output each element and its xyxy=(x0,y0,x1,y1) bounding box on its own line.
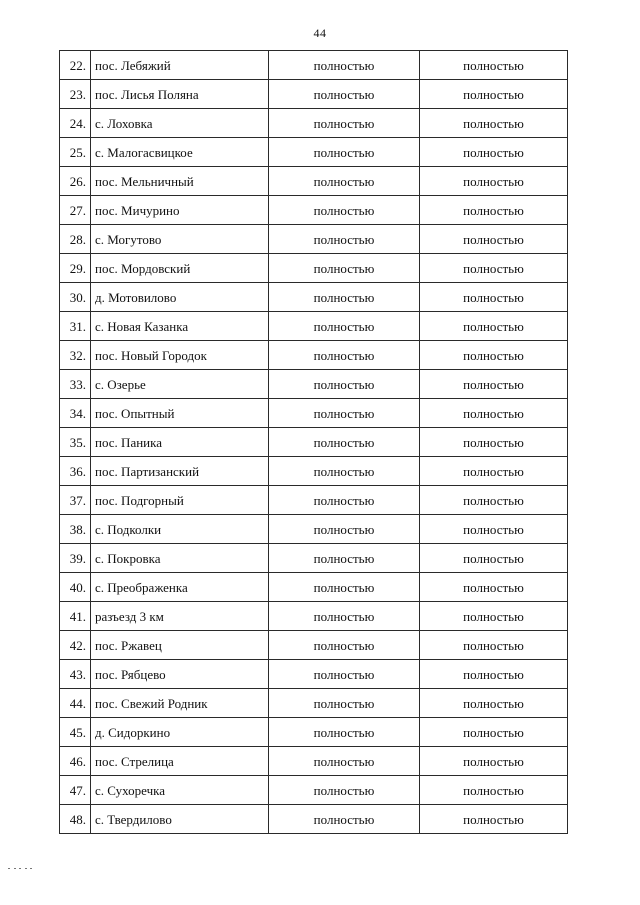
status-cell-a: полностью xyxy=(269,805,420,834)
status-cell-a: полностью xyxy=(269,457,420,486)
status-cell-b: полностью xyxy=(420,399,568,428)
table-row xyxy=(60,573,568,602)
status-cell-a: полностью xyxy=(269,573,420,602)
settlement-name-cell: пос. Опытный xyxy=(91,399,269,428)
row-number-cell: 38. xyxy=(60,515,91,544)
status-cell-a: полностью xyxy=(269,109,420,138)
page-number: 44 xyxy=(313,26,327,40)
settlement-name-cell: пос. Лисья Поляна xyxy=(91,80,269,109)
row-number-cell: 22. xyxy=(60,51,91,80)
table-row xyxy=(60,138,568,167)
status-cell-b: полностью xyxy=(420,486,568,515)
status-cell-b: полностью xyxy=(420,283,568,312)
table-row xyxy=(60,515,568,544)
row-number-cell: 35. xyxy=(60,428,91,457)
status-cell-b: полностью xyxy=(420,51,568,80)
row-number-cell: 33. xyxy=(60,370,91,399)
settlement-name-cell: пос. Ржавец xyxy=(91,631,269,660)
settlements-table xyxy=(59,50,568,834)
status-cell-a: полностью xyxy=(269,486,420,515)
table-row xyxy=(60,225,568,254)
status-cell-a: полностью xyxy=(269,80,420,109)
status-cell-a: полностью xyxy=(269,544,420,573)
settlement-name-cell: с. Преображенка xyxy=(91,573,269,602)
row-number-cell: 24. xyxy=(60,109,91,138)
row-number-cell: 44. xyxy=(60,689,91,718)
table-row xyxy=(60,428,568,457)
status-cell-b: полностью xyxy=(420,80,568,109)
status-cell-b: полностью xyxy=(420,196,568,225)
row-number-cell: 34. xyxy=(60,399,91,428)
table-row xyxy=(60,51,568,80)
table-row xyxy=(60,341,568,370)
status-cell-a: полностью xyxy=(269,370,420,399)
status-cell-a: полностью xyxy=(269,51,420,80)
table-row xyxy=(60,486,568,515)
settlement-name-cell: пос. Рябцево xyxy=(91,660,269,689)
row-number-cell: 48. xyxy=(60,805,91,834)
settlement-name-cell: пос. Стрелица xyxy=(91,747,269,776)
settlement-name-cell: пос. Свежий Родник xyxy=(91,689,269,718)
settlement-name-cell: с. Лоховка xyxy=(91,109,269,138)
row-number-cell: 41. xyxy=(60,602,91,631)
row-number-cell: 28. xyxy=(60,225,91,254)
status-cell-a: полностью xyxy=(269,602,420,631)
table-row xyxy=(60,776,568,805)
settlement-name-cell: пос. Подгорный xyxy=(91,486,269,515)
row-number-cell: 40. xyxy=(60,573,91,602)
status-cell-a: полностью xyxy=(269,747,420,776)
row-number-cell: 45. xyxy=(60,718,91,747)
settlement-name-cell: с. Новая Казанка xyxy=(91,312,269,341)
table-row xyxy=(60,689,568,718)
settlement-name-cell: с. Сухоречка xyxy=(91,776,269,805)
settlement-name-cell: пос. Мордовский xyxy=(91,254,269,283)
settlement-name-cell: с. Покровка xyxy=(91,544,269,573)
scan-artifact xyxy=(8,868,36,871)
status-cell-a: полностью xyxy=(269,138,420,167)
status-cell-b: полностью xyxy=(420,660,568,689)
settlement-name-cell: пос. Лебяжий xyxy=(91,51,269,80)
status-cell-b: полностью xyxy=(420,602,568,631)
table-row xyxy=(60,457,568,486)
status-cell-b: полностью xyxy=(420,776,568,805)
status-cell-a: полностью xyxy=(269,689,420,718)
status-cell-b: полностью xyxy=(420,254,568,283)
table-row xyxy=(60,254,568,283)
row-number-cell: 47. xyxy=(60,776,91,805)
row-number-cell: 23. xyxy=(60,80,91,109)
status-cell-b: полностью xyxy=(420,341,568,370)
status-cell-b: полностью xyxy=(420,370,568,399)
row-number-cell: 32. xyxy=(60,341,91,370)
status-cell-a: полностью xyxy=(269,196,420,225)
settlement-name-cell: с. Малогасвицкое xyxy=(91,138,269,167)
status-cell-a: полностью xyxy=(269,428,420,457)
status-cell-b: полностью xyxy=(420,631,568,660)
settlement-name-cell: пос. Паника xyxy=(91,428,269,457)
settlement-name-cell: с. Твердилово xyxy=(91,805,269,834)
table-row xyxy=(60,805,568,834)
table-row xyxy=(60,718,568,747)
status-cell-b: полностью xyxy=(420,718,568,747)
status-cell-a: полностью xyxy=(269,167,420,196)
status-cell-b: полностью xyxy=(420,573,568,602)
settlement-name-cell: д. Сидоркино xyxy=(91,718,269,747)
row-number-cell: 36. xyxy=(60,457,91,486)
status-cell-b: полностью xyxy=(420,167,568,196)
status-cell-b: полностью xyxy=(420,544,568,573)
status-cell-b: полностью xyxy=(420,805,568,834)
row-number-cell: 37. xyxy=(60,486,91,515)
status-cell-a: полностью xyxy=(269,399,420,428)
table-row xyxy=(60,312,568,341)
status-cell-a: полностью xyxy=(269,254,420,283)
row-number-cell: 25. xyxy=(60,138,91,167)
status-cell-b: полностью xyxy=(420,138,568,167)
table-row xyxy=(60,602,568,631)
table-row xyxy=(60,283,568,312)
status-cell-b: полностью xyxy=(420,457,568,486)
row-number-cell: 30. xyxy=(60,283,91,312)
row-number-cell: 43. xyxy=(60,660,91,689)
status-cell-b: полностью xyxy=(420,225,568,254)
settlement-name-cell: с. Подколки xyxy=(91,515,269,544)
status-cell-a: полностью xyxy=(269,341,420,370)
table-row xyxy=(60,660,568,689)
table-row xyxy=(60,80,568,109)
settlement-name-cell: с. Могутово xyxy=(91,225,269,254)
settlement-name-cell: с. Озерье xyxy=(91,370,269,399)
status-cell-a: полностью xyxy=(269,660,420,689)
settlement-name-cell: пос. Мичурино xyxy=(91,196,269,225)
row-number-cell: 27. xyxy=(60,196,91,225)
status-cell-b: полностью xyxy=(420,747,568,776)
status-cell-b: полностью xyxy=(420,428,568,457)
settlements-table-body xyxy=(60,51,568,834)
status-cell-b: полностью xyxy=(420,515,568,544)
settlement-name-cell: пос. Новый Городок xyxy=(91,341,269,370)
table-row xyxy=(60,544,568,573)
table-row xyxy=(60,631,568,660)
settlement-name-cell: д. Мотовилово xyxy=(91,283,269,312)
status-cell-b: полностью xyxy=(420,312,568,341)
table-row xyxy=(60,747,568,776)
row-number-cell: 26. xyxy=(60,167,91,196)
table-row xyxy=(60,370,568,399)
status-cell-a: полностью xyxy=(269,283,420,312)
status-cell-a: полностью xyxy=(269,312,420,341)
row-number-cell: 39. xyxy=(60,544,91,573)
table-row xyxy=(60,196,568,225)
table-row xyxy=(60,399,568,428)
settlement-name-cell: пос. Партизанский xyxy=(91,457,269,486)
status-cell-a: полностью xyxy=(269,776,420,805)
status-cell-a: полностью xyxy=(269,515,420,544)
settlement-name-cell: разъезд 3 км xyxy=(91,602,269,631)
status-cell-a: полностью xyxy=(269,718,420,747)
status-cell-b: полностью xyxy=(420,689,568,718)
row-number-cell: 29. xyxy=(60,254,91,283)
table-row xyxy=(60,109,568,138)
status-cell-a: полностью xyxy=(269,631,420,660)
status-cell-a: полностью xyxy=(269,225,420,254)
row-number-cell: 31. xyxy=(60,312,91,341)
row-number-cell: 42. xyxy=(60,631,91,660)
settlement-name-cell: пос. Мельничный xyxy=(91,167,269,196)
row-number-cell: 46. xyxy=(60,747,91,776)
table-row xyxy=(60,167,568,196)
status-cell-b: полностью xyxy=(420,109,568,138)
